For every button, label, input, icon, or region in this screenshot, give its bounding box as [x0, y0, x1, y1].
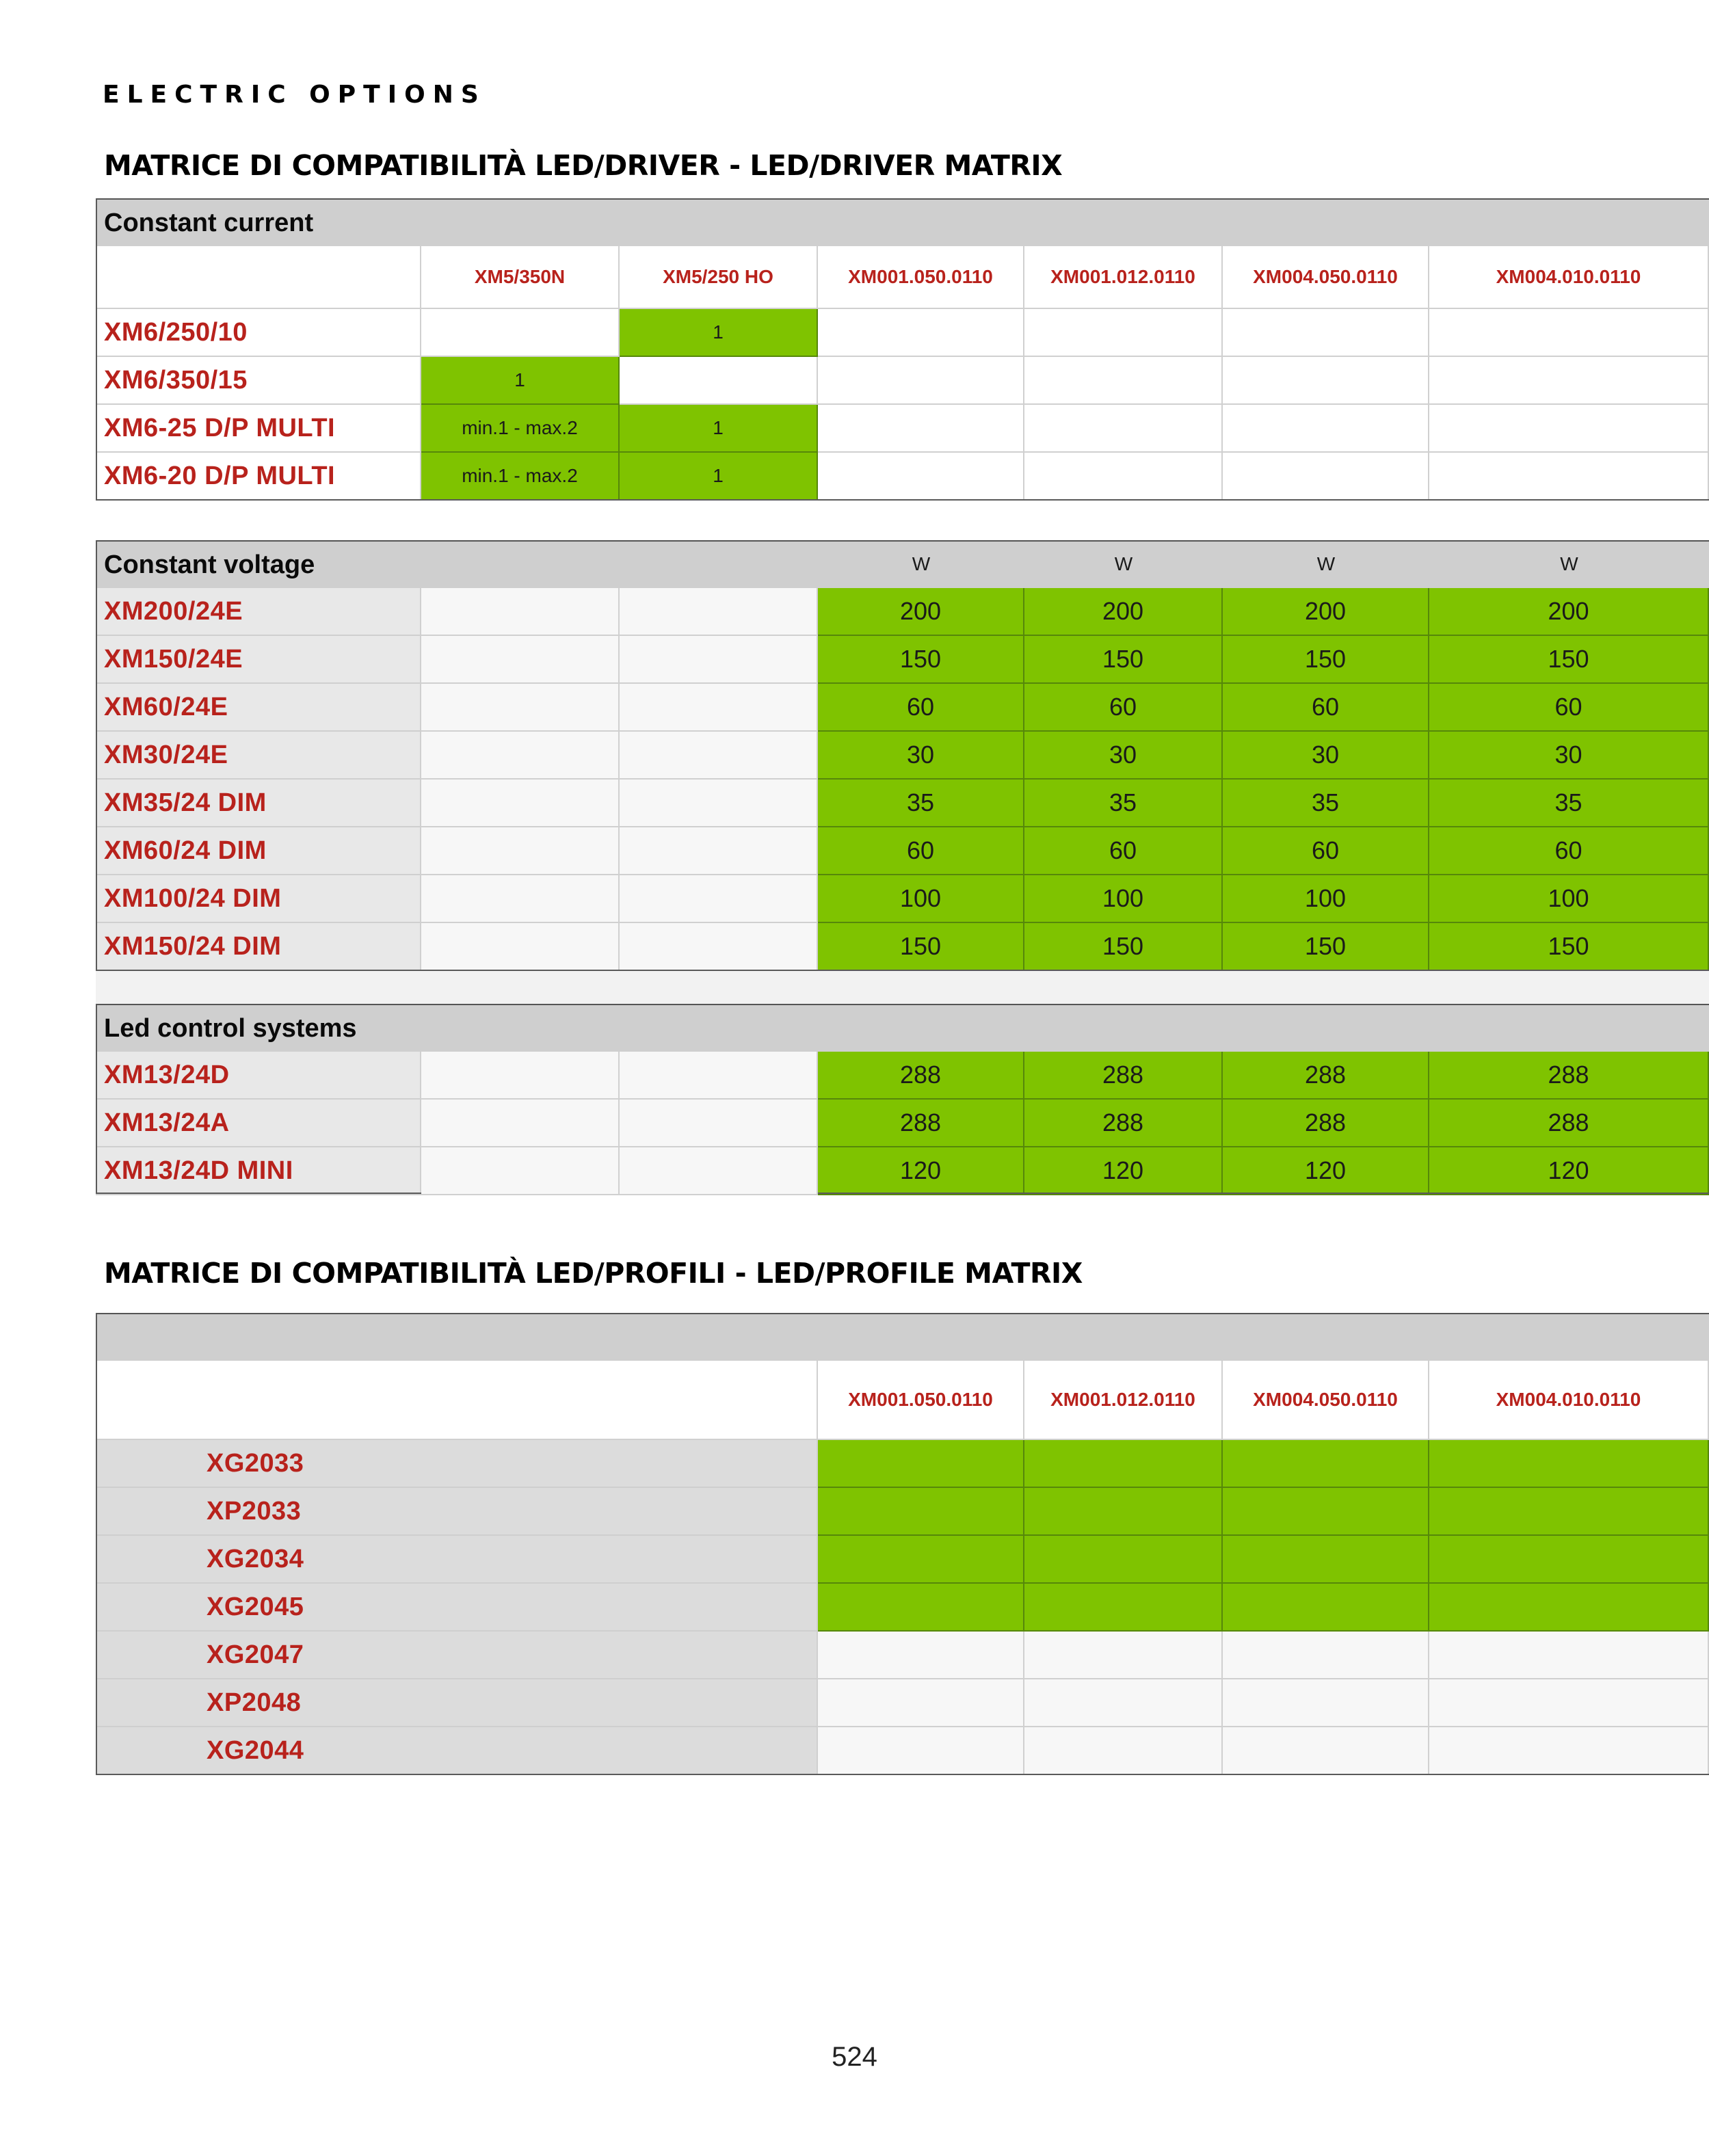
matrix-cell: 288	[818, 1052, 1024, 1100]
matrix-cell	[1024, 453, 1223, 501]
matrix-cell	[1223, 453, 1429, 501]
matrix-cell: 100	[818, 875, 1024, 923]
constant-current-header: Constant current	[96, 198, 1709, 246]
unit-label: W	[1429, 542, 1709, 587]
matrix-cell	[421, 1100, 620, 1147]
matrix-cell	[818, 309, 1024, 357]
matrix-cell: 1	[620, 309, 818, 357]
incompatible-cell	[1429, 1632, 1709, 1679]
row-label: XM6-20 D/P MULTI	[96, 453, 421, 501]
incompatible-cell	[818, 1727, 1024, 1775]
incompatible-cell	[1024, 1727, 1223, 1775]
table-border	[96, 198, 97, 501]
matrix-cell: 200	[1024, 588, 1223, 636]
row-label: XM35/24 DIM	[96, 780, 421, 827]
table-border	[96, 1193, 421, 1194]
table-spacer	[96, 971, 1709, 1004]
column-header: XM004.010.0110	[1429, 1361, 1709, 1440]
matrix-cell: 120	[1223, 1147, 1429, 1195]
matrix-cell: 35	[1429, 780, 1709, 827]
column-header: XM004.010.0110	[1429, 246, 1709, 309]
column-header-blank	[96, 246, 421, 309]
table-border	[96, 1004, 97, 1194]
matrix-cell: 35	[818, 780, 1024, 827]
led-control-header: Led control systems	[96, 1004, 1709, 1052]
matrix-cell: 60	[1429, 684, 1709, 732]
matrix-cell: 150	[1429, 636, 1709, 684]
matrix-cell: 288	[1223, 1100, 1429, 1147]
matrix-cell	[620, 588, 818, 636]
column-header: XM001.050.0110	[818, 246, 1024, 309]
row-label: XM6-25 D/P MULTI	[96, 405, 421, 453]
compatible-cell	[818, 1584, 1024, 1632]
incompatible-cell	[1223, 1727, 1429, 1775]
row-label: XM6/350/15	[96, 357, 421, 405]
profile-matrix-title: MATRICE DI COMPATIBILITÀ LED/PROFILI - LED/PROFILE MATRIX	[104, 1257, 1083, 1290]
incompatible-cell	[818, 1632, 1024, 1679]
matrix-cell	[421, 923, 620, 971]
incompatible-cell	[1024, 1679, 1223, 1727]
matrix-cell: 60	[818, 684, 1024, 732]
matrix-cell: min.1 - max.2	[421, 405, 620, 453]
compatible-cell	[1223, 1536, 1429, 1584]
matrix-cell: 60	[1223, 827, 1429, 875]
matrix-cell	[421, 1147, 620, 1195]
matrix-cell: 120	[1024, 1147, 1223, 1195]
matrix-cell: 150	[818, 923, 1024, 971]
matrix-cell: 150	[1223, 923, 1429, 971]
matrix-cell: 100	[1429, 875, 1709, 923]
profile-matrix-header-band	[96, 1313, 1709, 1361]
matrix-cell: 60	[1429, 827, 1709, 875]
matrix-cell: 288	[818, 1100, 1024, 1147]
compatible-cell	[818, 1440, 1024, 1488]
column-header: XM001.012.0110	[1024, 246, 1223, 309]
matrix-cell	[818, 405, 1024, 453]
compatible-cell	[1024, 1440, 1223, 1488]
matrix-cell: 30	[818, 732, 1024, 780]
row-label: XM30/24E	[96, 732, 421, 780]
column-header: XM001.012.0110	[1024, 1361, 1223, 1440]
driver-matrix-title: MATRICE DI COMPATIBILITÀ LED/DRIVER - LED/DRIVER MATRIX	[104, 149, 1063, 182]
matrix-cell	[620, 1147, 818, 1195]
column-header: XM001.050.0110	[818, 1361, 1024, 1440]
matrix-cell: 288	[1024, 1052, 1223, 1100]
compatible-cell	[1024, 1488, 1223, 1536]
unit-label: W	[1223, 542, 1429, 587]
matrix-cell: 200	[1223, 588, 1429, 636]
matrix-cell: 60	[1024, 827, 1223, 875]
matrix-cell	[421, 309, 620, 357]
matrix-cell	[620, 357, 818, 405]
matrix-cell	[1024, 309, 1223, 357]
matrix-cell	[620, 636, 818, 684]
section-label: ELECTRIC OPTIONS	[103, 81, 486, 109]
incompatible-cell	[1429, 1727, 1709, 1775]
compatible-cell	[1223, 1440, 1429, 1488]
row-label: XM150/24E	[96, 636, 421, 684]
row-label: XM13/24A	[96, 1100, 421, 1147]
matrix-cell: 120	[1429, 1147, 1709, 1195]
matrix-cell: 1	[620, 405, 818, 453]
matrix-cell: 150	[1024, 923, 1223, 971]
incompatible-cell	[1223, 1632, 1429, 1679]
row-label: XM60/24E	[96, 684, 421, 732]
matrix-cell	[1223, 357, 1429, 405]
matrix-cell: 200	[1429, 588, 1709, 636]
incompatible-cell	[1024, 1632, 1223, 1679]
matrix-cell	[620, 827, 818, 875]
profile-row-label: XG2045	[96, 1584, 818, 1632]
matrix-cell: 30	[1223, 732, 1429, 780]
table-border	[96, 499, 1709, 501]
table-border	[96, 540, 97, 971]
row-label: XM6/250/10	[96, 309, 421, 357]
matrix-cell	[620, 923, 818, 971]
matrix-cell	[1429, 309, 1709, 357]
matrix-cell	[1223, 309, 1429, 357]
matrix-cell: 150	[1429, 923, 1709, 971]
matrix-cell	[421, 875, 620, 923]
matrix-cell	[1429, 357, 1709, 405]
matrix-cell: 60	[1223, 684, 1429, 732]
row-label: XM13/24D	[96, 1052, 421, 1100]
matrix-cell	[620, 1052, 818, 1100]
column-header: XM5/250 HO	[620, 246, 818, 309]
row-label: XM150/24 DIM	[96, 923, 421, 971]
compatible-cell	[1024, 1536, 1223, 1584]
matrix-cell	[1429, 453, 1709, 501]
matrix-cell: 30	[1024, 732, 1223, 780]
incompatible-cell	[1429, 1679, 1709, 1727]
unit-label: W	[1024, 542, 1223, 587]
matrix-cell: 1	[421, 357, 620, 405]
matrix-cell: 35	[1223, 780, 1429, 827]
matrix-cell	[620, 732, 818, 780]
matrix-cell: 288	[1429, 1100, 1709, 1147]
row-label: XM13/24D MINI	[96, 1147, 421, 1195]
matrix-cell	[421, 732, 620, 780]
compatible-cell	[818, 1536, 1024, 1584]
matrix-cell: 150	[1024, 636, 1223, 684]
profile-row-label: XG2034	[96, 1536, 818, 1584]
matrix-cell	[421, 636, 620, 684]
matrix-cell: 150	[818, 636, 1024, 684]
constant-voltage-header: Constant voltage	[96, 540, 1709, 588]
matrix-cell: 60	[1024, 684, 1223, 732]
profile-row-label: XG2033	[96, 1440, 818, 1488]
table-border	[96, 1313, 97, 1775]
matrix-cell	[1429, 405, 1709, 453]
matrix-cell: 30	[1429, 732, 1709, 780]
matrix-cell	[620, 780, 818, 827]
column-header-blank	[96, 1361, 818, 1440]
compatible-cell	[818, 1488, 1024, 1536]
matrix-cell: 60	[818, 827, 1024, 875]
page-number: 524	[832, 2042, 877, 2072]
compatible-cell	[1429, 1536, 1709, 1584]
incompatible-cell	[818, 1679, 1024, 1727]
compatible-cell	[1429, 1488, 1709, 1536]
matrix-cell: 1	[620, 453, 818, 501]
matrix-cell	[818, 357, 1024, 405]
row-label: XM200/24E	[96, 588, 421, 636]
matrix-cell	[1024, 357, 1223, 405]
matrix-cell	[620, 684, 818, 732]
column-header: XM004.050.0110	[1223, 1361, 1429, 1440]
profile-row-label: XP2033	[96, 1488, 818, 1536]
compatible-cell	[1024, 1584, 1223, 1632]
profile-row-label: XG2044	[96, 1727, 818, 1775]
table-border	[96, 1774, 1709, 1775]
profile-row-label: XP2048	[96, 1679, 818, 1727]
matrix-cell	[1024, 405, 1223, 453]
row-label: XM100/24 DIM	[96, 875, 421, 923]
column-header: XM004.050.0110	[1223, 246, 1429, 309]
table-border	[818, 1193, 1709, 1194]
matrix-cell: 100	[1223, 875, 1429, 923]
matrix-cell	[421, 684, 620, 732]
column-header: XM5/350N	[421, 246, 620, 309]
matrix-cell: 288	[1223, 1052, 1429, 1100]
matrix-cell	[1223, 405, 1429, 453]
compatible-cell	[1223, 1488, 1429, 1536]
compatible-cell	[1429, 1584, 1709, 1632]
matrix-cell	[620, 875, 818, 923]
matrix-cell: 150	[1223, 636, 1429, 684]
matrix-cell: 200	[818, 588, 1024, 636]
matrix-cell: 288	[1024, 1100, 1223, 1147]
unit-label: W	[818, 542, 1024, 587]
matrix-cell: 100	[1024, 875, 1223, 923]
matrix-cell: min.1 - max.2	[421, 453, 620, 501]
profile-row-label: XG2047	[96, 1632, 818, 1679]
compatible-cell	[1223, 1584, 1429, 1632]
matrix-cell	[421, 1052, 620, 1100]
row-label: XM60/24 DIM	[96, 827, 421, 875]
matrix-cell	[421, 588, 620, 636]
matrix-cell: 288	[1429, 1052, 1709, 1100]
matrix-cell	[421, 827, 620, 875]
matrix-cell: 120	[818, 1147, 1024, 1195]
incompatible-cell	[1223, 1679, 1429, 1727]
matrix-cell: 35	[1024, 780, 1223, 827]
compatible-cell	[1429, 1440, 1709, 1488]
matrix-cell	[421, 780, 620, 827]
matrix-cell	[818, 453, 1024, 501]
matrix-cell	[620, 1100, 818, 1147]
